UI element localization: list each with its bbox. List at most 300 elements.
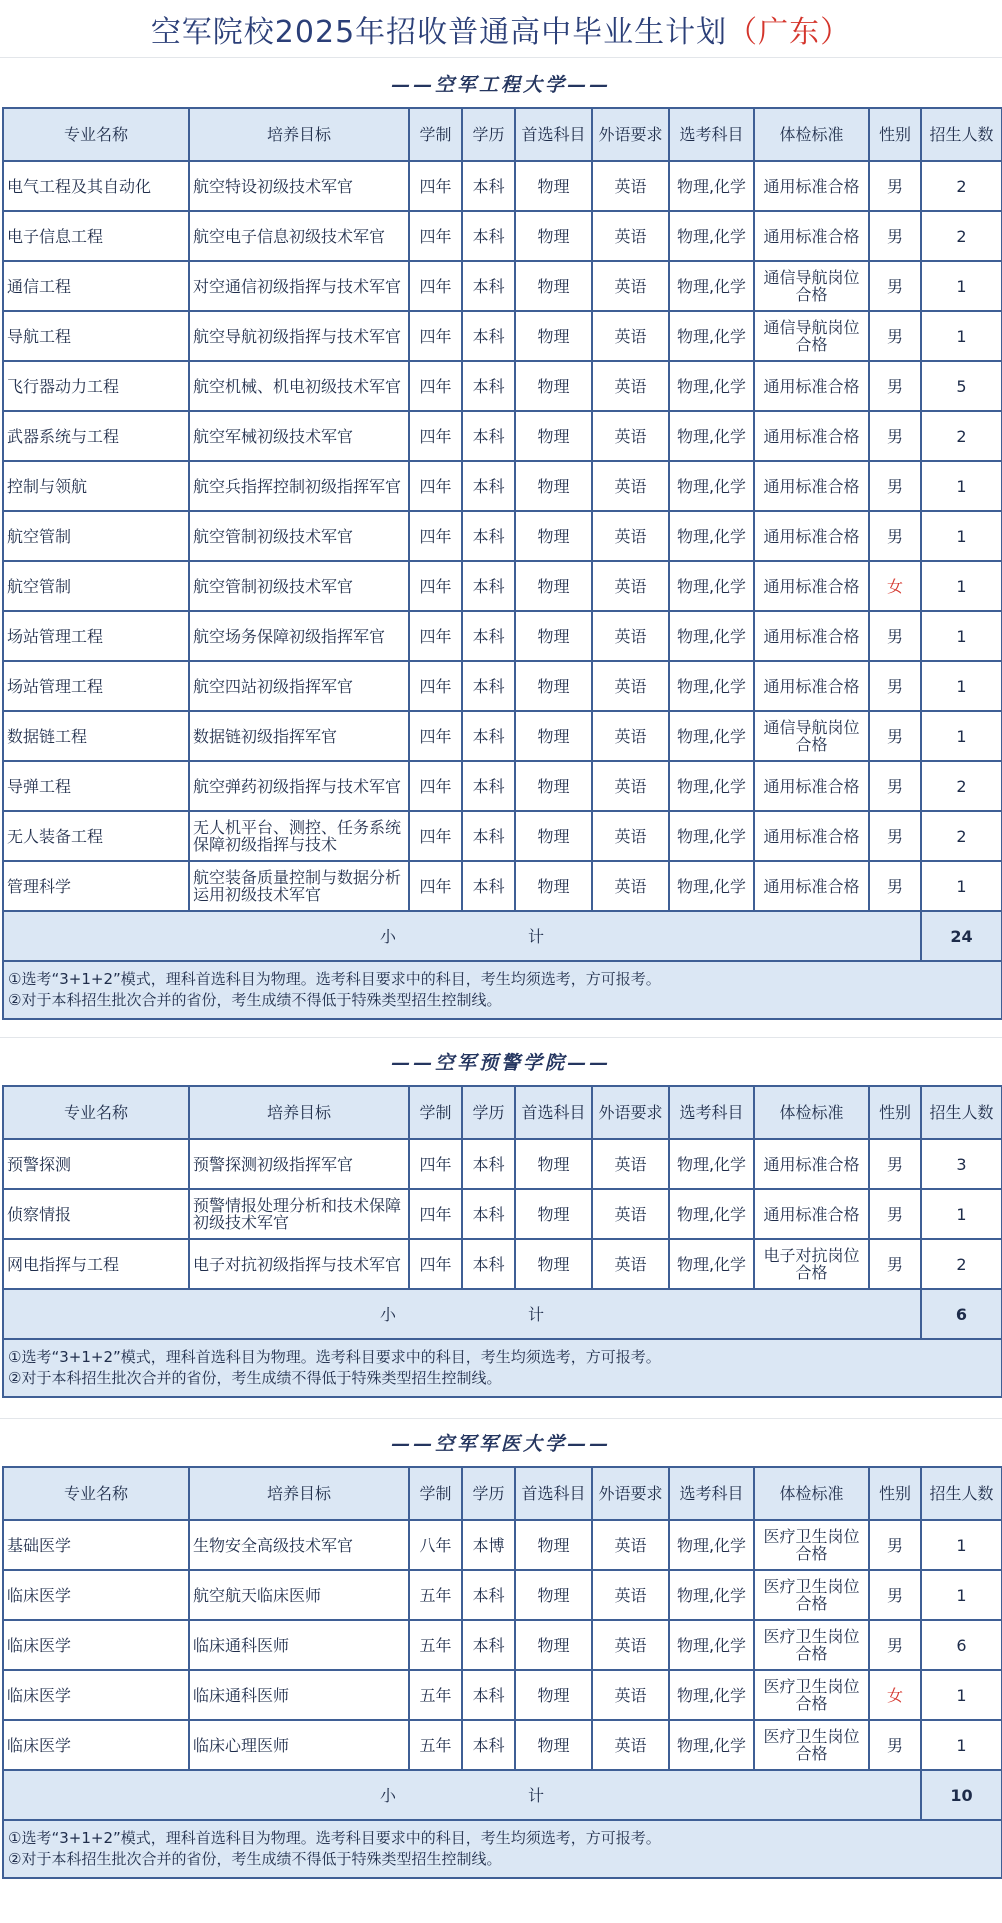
cell-preferred-subject: 物理	[515, 411, 592, 461]
note-line-2: ②对于本科招生批次合并的省份，考生成绩不得低于特殊类型招生控制线。	[8, 991, 502, 1009]
cell-major-name: 临床医学	[3, 1670, 189, 1720]
cell-training-goal: 航空电子信息初级技术军官	[189, 211, 409, 261]
cell-physical-standard: 通用标准合格	[754, 361, 869, 411]
table-header-row	[3, 1086, 1002, 1139]
cell-elective-subjects: 物理,化学	[669, 1620, 754, 1670]
cell-duration: 四年	[409, 711, 462, 761]
cell-elective-subjects: 物理,化学	[669, 211, 754, 261]
cell-degree: 本科	[462, 861, 515, 911]
cell-training-goal: 航空航天临床医师	[189, 1570, 409, 1620]
cell-major-name: 导弹工程	[3, 761, 189, 811]
cell-elective-subjects: 物理,化学	[669, 761, 754, 811]
cell-gender: 女	[869, 561, 921, 611]
cell-major-name: 通信工程	[3, 261, 189, 311]
cell-degree: 本科	[462, 1720, 515, 1770]
cell-training-goal: 航空特设初级技术军官	[189, 161, 409, 211]
plan-table-air-force-medical-university	[2, 1466, 1002, 1879]
column-header-elective-subjects: 选考科目	[669, 1086, 754, 1139]
cell-preferred-subject: 物理	[515, 1520, 592, 1570]
cell-major-name: 电子信息工程	[3, 211, 189, 261]
column-header-physical-standard: 体检标准	[754, 108, 869, 161]
cell-enrollment-count: 2	[921, 811, 1002, 861]
subtotal-value: 6	[921, 1289, 1002, 1339]
cell-gender: 男	[869, 1620, 921, 1670]
cell-elective-subjects: 物理,化学	[669, 1239, 754, 1289]
cell-gender: 男	[869, 1239, 921, 1289]
cell-foreign-language: 英语	[592, 311, 669, 361]
table-row	[3, 1570, 1002, 1620]
cell-duration: 四年	[409, 811, 462, 861]
cell-foreign-language: 英语	[592, 1620, 669, 1670]
cell-gender: 男	[869, 1520, 921, 1570]
cell-elective-subjects: 物理,化学	[669, 561, 754, 611]
column-header-preferred-subject: 首选科目	[515, 1467, 592, 1520]
cell-training-goal: 数据链初级指挥军官	[189, 711, 409, 761]
subtotal-label-char: 计	[527, 1304, 544, 1324]
cell-training-goal: 航空军械初级技术军官	[189, 411, 409, 461]
cell-degree: 本科	[462, 411, 515, 461]
cell-elective-subjects: 物理,化学	[669, 361, 754, 411]
cell-enrollment-count: 1	[921, 1670, 1002, 1720]
cell-foreign-language: 英语	[592, 1720, 669, 1770]
cell-enrollment-count: 1	[921, 311, 1002, 361]
column-header-training-goal: 培养目标	[189, 108, 409, 161]
note-line-2: ②对于本科招生批次合并的省份，考生成绩不得低于特殊类型招生控制线。	[8, 1369, 502, 1387]
cell-major-name: 场站管理工程	[3, 661, 189, 711]
cell-degree: 本科	[462, 761, 515, 811]
table-row	[3, 211, 1002, 261]
cell-gender: 男	[869, 161, 921, 211]
cell-enrollment-count: 2	[921, 161, 1002, 211]
subtotal-value: 10	[921, 1770, 1002, 1820]
cell-physical-standard: 通用标准合格	[754, 211, 869, 261]
cell-physical-standard: 医疗卫生岗位合格	[754, 1520, 869, 1570]
cell-physical-standard: 通用标准合格	[754, 761, 869, 811]
cell-major-name: 网电指挥与工程	[3, 1239, 189, 1289]
table-header-row	[3, 1467, 1002, 1520]
cell-preferred-subject: 物理	[515, 861, 592, 911]
column-header-gender: 性别	[869, 1086, 921, 1139]
cell-elective-subjects: 物理,化学	[669, 661, 754, 711]
cell-preferred-subject: 物理	[515, 761, 592, 811]
cell-degree: 本科	[462, 561, 515, 611]
subtotal-row	[3, 911, 1002, 961]
cell-enrollment-count: 6	[921, 1620, 1002, 1670]
cell-physical-standard: 通用标准合格	[754, 811, 869, 861]
column-header-degree: 学历	[462, 1467, 515, 1520]
cell-training-goal: 航空机械、机电初级技术军官	[189, 361, 409, 411]
cell-training-goal: 预警情报处理分析和技术保障初级技术军官	[189, 1189, 409, 1239]
cell-gender: 男	[869, 511, 921, 561]
cell-foreign-language: 英语	[592, 811, 669, 861]
cell-physical-standard: 医疗卫生岗位合格	[754, 1570, 869, 1620]
plan-table-air-force-engineering-university	[2, 107, 1002, 1020]
cell-physical-standard: 通用标准合格	[754, 561, 869, 611]
cell-degree: 本科	[462, 311, 515, 361]
cell-training-goal: 临床心理医师	[189, 1720, 409, 1770]
column-header-physical-standard: 体检标准	[754, 1086, 869, 1139]
cell-duration: 四年	[409, 761, 462, 811]
cell-enrollment-count: 1	[921, 1189, 1002, 1239]
table-row	[3, 511, 1002, 561]
cell-duration: 五年	[409, 1570, 462, 1620]
cell-duration: 四年	[409, 511, 462, 561]
cell-enrollment-count: 5	[921, 361, 1002, 411]
cell-elective-subjects: 物理,化学	[669, 511, 754, 561]
cell-gender: 男	[869, 361, 921, 411]
column-header-foreign-language: 外语要求	[592, 1086, 669, 1139]
cell-major-name: 临床医学	[3, 1720, 189, 1770]
cell-gender: 男	[869, 261, 921, 311]
cell-training-goal: 生物安全高级技术军官	[189, 1520, 409, 1570]
cell-physical-standard: 通用标准合格	[754, 461, 869, 511]
cell-preferred-subject: 物理	[515, 461, 592, 511]
subtotal-label-char: 小	[379, 1304, 396, 1324]
cell-preferred-subject: 物理	[515, 711, 592, 761]
cell-foreign-language: 英语	[592, 1520, 669, 1570]
cell-gender: 男	[869, 1189, 921, 1239]
cell-training-goal: 无人机平台、测控、任务系统保障初级指挥与技术	[189, 811, 409, 861]
table-row	[3, 1520, 1002, 1570]
cell-foreign-language: 英语	[592, 1570, 669, 1620]
cell-major-name: 数据链工程	[3, 711, 189, 761]
table-row	[3, 1239, 1002, 1289]
column-header-degree: 学历	[462, 108, 515, 161]
column-header-degree: 学历	[462, 1086, 515, 1139]
cell-elective-subjects: 物理,化学	[669, 411, 754, 461]
cell-major-name: 预警探测	[3, 1139, 189, 1189]
cell-enrollment-count: 1	[921, 261, 1002, 311]
cell-major-name: 武器系统与工程	[3, 411, 189, 461]
cell-duration: 四年	[409, 311, 462, 361]
cell-foreign-language: 英语	[592, 561, 669, 611]
cell-elective-subjects: 物理,化学	[669, 161, 754, 211]
cell-enrollment-count: 1	[921, 561, 1002, 611]
table-row	[3, 711, 1002, 761]
cell-foreign-language: 英语	[592, 1189, 669, 1239]
cell-duration: 四年	[409, 611, 462, 661]
table-row	[3, 1670, 1002, 1720]
subtotal-label	[3, 911, 921, 961]
cell-major-name: 飞行器动力工程	[3, 361, 189, 411]
cell-physical-standard: 通用标准合格	[754, 161, 869, 211]
table-row	[3, 661, 1002, 711]
cell-degree: 本科	[462, 811, 515, 861]
cell-gender: 男	[869, 311, 921, 361]
notes-cell	[3, 1820, 1002, 1878]
cell-training-goal: 航空装备质量控制与数据分析运用初级技术军官	[189, 861, 409, 911]
cell-training-goal: 预警探测初级指挥军官	[189, 1139, 409, 1189]
cell-degree: 本科	[462, 361, 515, 411]
cell-degree: 本科	[462, 1670, 515, 1720]
notes-cell	[3, 961, 1002, 1019]
cell-foreign-language: 英语	[592, 1670, 669, 1720]
cell-preferred-subject: 物理	[515, 1720, 592, 1770]
column-header-elective-subjects: 选考科目	[669, 108, 754, 161]
cell-training-goal: 航空四站初级指挥军官	[189, 661, 409, 711]
cell-training-goal: 对空通信初级指挥与技术军官	[189, 261, 409, 311]
cell-degree: 本科	[462, 461, 515, 511]
cell-major-name: 电气工程及其自动化	[3, 161, 189, 211]
column-header-training-goal: 培养目标	[189, 1467, 409, 1520]
column-header-major-name: 专业名称	[3, 1086, 189, 1139]
table-row	[3, 461, 1002, 511]
cell-enrollment-count: 1	[921, 861, 1002, 911]
cell-elective-subjects: 物理,化学	[669, 461, 754, 511]
cell-duration: 四年	[409, 1239, 462, 1289]
column-header-major-name: 专业名称	[3, 108, 189, 161]
cell-elective-subjects: 物理,化学	[669, 261, 754, 311]
table-row	[3, 561, 1002, 611]
table-row	[3, 1720, 1002, 1770]
cell-duration: 四年	[409, 861, 462, 911]
cell-elective-subjects: 物理,化学	[669, 1670, 754, 1720]
cell-training-goal: 临床通科医师	[189, 1620, 409, 1670]
cell-degree: 本科	[462, 1570, 515, 1620]
cell-degree: 本科	[462, 1189, 515, 1239]
cell-degree: 本科	[462, 661, 515, 711]
cell-preferred-subject: 物理	[515, 1189, 592, 1239]
cell-gender: 男	[869, 861, 921, 911]
note-line-2: ②对于本科招生批次合并的省份，考生成绩不得低于特殊类型招生控制线。	[8, 1850, 502, 1868]
cell-foreign-language: 英语	[592, 361, 669, 411]
cell-duration: 四年	[409, 361, 462, 411]
cell-foreign-language: 英语	[592, 511, 669, 561]
cell-enrollment-count: 1	[921, 1570, 1002, 1620]
cell-elective-subjects: 物理,化学	[669, 861, 754, 911]
plan-table-air-force-early-warning-academy	[2, 1085, 1002, 1398]
cell-duration: 五年	[409, 1620, 462, 1670]
cell-major-name: 基础医学	[3, 1520, 189, 1570]
cell-enrollment-count: 1	[921, 511, 1002, 561]
cell-major-name: 场站管理工程	[3, 611, 189, 661]
cell-preferred-subject: 物理	[515, 511, 592, 561]
cell-duration: 四年	[409, 661, 462, 711]
subtotal-row	[3, 1289, 1002, 1339]
cell-foreign-language: 英语	[592, 211, 669, 261]
note-line-1: ①选考“3+1+2”模式，理科首选科目为物理。选考科目要求中的科目，考生均须选考，方可报考。	[8, 1348, 661, 1366]
notes-row	[3, 1820, 1002, 1878]
cell-elective-subjects: 物理,化学	[669, 1720, 754, 1770]
cell-duration: 四年	[409, 1189, 462, 1239]
cell-foreign-language: 英语	[592, 1239, 669, 1289]
cell-physical-standard: 通用标准合格	[754, 861, 869, 911]
cell-foreign-language: 英语	[592, 411, 669, 461]
column-header-foreign-language: 外语要求	[592, 1467, 669, 1520]
cell-gender: 男	[869, 1720, 921, 1770]
cell-preferred-subject: 物理	[515, 661, 592, 711]
cell-elective-subjects: 物理,化学	[669, 1139, 754, 1189]
cell-preferred-subject: 物理	[515, 561, 592, 611]
section-title-air-force-medical-university: ——空军军医大学——	[390, 1432, 611, 1455]
subtotal-label	[3, 1770, 921, 1820]
cell-foreign-language: 英语	[592, 461, 669, 511]
note-line-1: ①选考“3+1+2”模式，理科首选科目为物理。选考科目要求中的科目，考生均须选考，方可报考。	[8, 970, 661, 988]
cell-preferred-subject: 物理	[515, 1239, 592, 1289]
cell-physical-standard: 通用标准合格	[754, 511, 869, 561]
table-row	[3, 161, 1002, 211]
subtotal-label	[3, 1289, 921, 1339]
column-header-preferred-subject: 首选科目	[515, 108, 592, 161]
cell-degree: 本博	[462, 1520, 515, 1570]
cell-elective-subjects: 物理,化学	[669, 1189, 754, 1239]
page-title-region: （广东）	[727, 14, 852, 50]
cell-preferred-subject: 物理	[515, 161, 592, 211]
cell-duration: 四年	[409, 561, 462, 611]
page-title	[0, 0, 1002, 58]
cell-physical-standard: 通用标准合格	[754, 1139, 869, 1189]
cell-physical-standard: 通用标准合格	[754, 1189, 869, 1239]
cell-preferred-subject: 物理	[515, 1620, 592, 1670]
cell-foreign-language: 英语	[592, 261, 669, 311]
cell-major-name: 无人装备工程	[3, 811, 189, 861]
cell-major-name: 临床医学	[3, 1620, 189, 1670]
cell-duration: 八年	[409, 1520, 462, 1570]
cell-gender: 男	[869, 811, 921, 861]
column-header-enrollment-count: 招生人数	[921, 1467, 1002, 1520]
cell-enrollment-count: 1	[921, 1520, 1002, 1570]
cell-gender: 男	[869, 711, 921, 761]
column-header-training-goal: 培养目标	[189, 1086, 409, 1139]
note-line-1: ①选考“3+1+2”模式，理科首选科目为物理。选考科目要求中的科目，考生均须选考，方可报考。	[8, 1829, 661, 1847]
cell-enrollment-count: 2	[921, 411, 1002, 461]
table-row	[3, 1139, 1002, 1189]
cell-enrollment-count: 2	[921, 211, 1002, 261]
cell-foreign-language: 英语	[592, 611, 669, 661]
cell-major-name: 控制与领航	[3, 461, 189, 511]
cell-elective-subjects: 物理,化学	[669, 1570, 754, 1620]
cell-duration: 四年	[409, 261, 462, 311]
column-header-gender: 性别	[869, 1467, 921, 1520]
cell-physical-standard: 通用标准合格	[754, 661, 869, 711]
column-header-duration: 学制	[409, 1467, 462, 1520]
cell-training-goal: 电子对抗初级指挥与技术军官	[189, 1239, 409, 1289]
cell-gender: 男	[869, 1139, 921, 1189]
cell-gender: 男	[869, 461, 921, 511]
cell-gender: 男	[869, 761, 921, 811]
cell-major-name: 导航工程	[3, 311, 189, 361]
cell-training-goal: 航空弹药初级指挥与技术军官	[189, 761, 409, 811]
cell-physical-standard: 通用标准合格	[754, 411, 869, 461]
cell-foreign-language: 英语	[592, 161, 669, 211]
cell-preferred-subject: 物理	[515, 211, 592, 261]
column-header-enrollment-count: 招生人数	[921, 1086, 1002, 1139]
column-header-duration: 学制	[409, 108, 462, 161]
column-header-gender: 性别	[869, 108, 921, 161]
cell-physical-standard: 医疗卫生岗位合格	[754, 1720, 869, 1770]
column-header-major-name: 专业名称	[3, 1467, 189, 1520]
cell-degree: 本科	[462, 511, 515, 561]
cell-preferred-subject: 物理	[515, 1570, 592, 1620]
column-header-physical-standard: 体检标准	[754, 1467, 869, 1520]
cell-preferred-subject: 物理	[515, 261, 592, 311]
cell-degree: 本科	[462, 1239, 515, 1289]
table-row	[3, 261, 1002, 311]
cell-duration: 四年	[409, 1139, 462, 1189]
cell-gender: 男	[869, 211, 921, 261]
cell-gender: 男	[869, 411, 921, 461]
cell-gender: 男	[869, 661, 921, 711]
cell-physical-standard: 医疗卫生岗位合格	[754, 1670, 869, 1720]
cell-degree: 本科	[462, 211, 515, 261]
cell-foreign-language: 英语	[592, 661, 669, 711]
notes-row	[3, 961, 1002, 1019]
cell-major-name: 临床医学	[3, 1570, 189, 1620]
cell-duration: 四年	[409, 411, 462, 461]
subtotal-label-char: 小	[379, 1785, 396, 1805]
cell-duration: 五年	[409, 1720, 462, 1770]
cell-enrollment-count: 1	[921, 661, 1002, 711]
subtotal-value: 24	[921, 911, 1002, 961]
column-header-preferred-subject: 首选科目	[515, 1086, 592, 1139]
cell-enrollment-count: 1	[921, 1720, 1002, 1770]
cell-duration: 四年	[409, 211, 462, 261]
cell-training-goal: 临床通科医师	[189, 1670, 409, 1720]
table-row	[3, 361, 1002, 411]
cell-degree: 本科	[462, 1139, 515, 1189]
table-row	[3, 311, 1002, 361]
cell-foreign-language: 英语	[592, 761, 669, 811]
cell-gender: 女	[869, 1670, 921, 1720]
cell-enrollment-count: 2	[921, 761, 1002, 811]
cell-physical-standard: 通信导航岗位合格	[754, 311, 869, 361]
column-header-elective-subjects: 选考科目	[669, 1467, 754, 1520]
cell-training-goal: 航空管制初级技术军官	[189, 511, 409, 561]
cell-degree: 本科	[462, 161, 515, 211]
notes-row	[3, 1339, 1002, 1397]
cell-degree: 本科	[462, 611, 515, 661]
subtotal-label-char: 计	[527, 1785, 544, 1805]
cell-elective-subjects: 物理,化学	[669, 611, 754, 661]
cell-foreign-language: 英语	[592, 711, 669, 761]
notes-cell	[3, 1339, 1002, 1397]
table-row	[3, 761, 1002, 811]
section-title-air-force-engineering-university: ——空军工程大学——	[390, 73, 611, 96]
cell-enrollment-count: 1	[921, 461, 1002, 511]
table-row	[3, 1189, 1002, 1239]
cell-training-goal: 航空管制初级技术军官	[189, 561, 409, 611]
table-row	[3, 861, 1002, 911]
cell-training-goal: 航空导航初级指挥与技术军官	[189, 311, 409, 361]
cell-training-goal: 航空场务保障初级指挥军官	[189, 611, 409, 661]
cell-physical-standard: 电子对抗岗位合格	[754, 1239, 869, 1289]
table-row	[3, 411, 1002, 461]
cell-duration: 五年	[409, 1670, 462, 1720]
cell-elective-subjects: 物理,化学	[669, 711, 754, 761]
cell-physical-standard: 通信导航岗位合格	[754, 261, 869, 311]
cell-major-name: 侦察情报	[3, 1189, 189, 1239]
column-header-duration: 学制	[409, 1086, 462, 1139]
subtotal-row	[3, 1770, 1002, 1820]
column-header-foreign-language: 外语要求	[592, 108, 669, 161]
table-row	[3, 611, 1002, 661]
cell-duration: 四年	[409, 461, 462, 511]
table-row	[3, 811, 1002, 861]
cell-preferred-subject: 物理	[515, 1670, 592, 1720]
cell-preferred-subject: 物理	[515, 611, 592, 661]
cell-elective-subjects: 物理,化学	[669, 311, 754, 361]
cell-foreign-language: 英语	[592, 861, 669, 911]
cell-duration: 四年	[409, 161, 462, 211]
cell-foreign-language: 英语	[592, 1139, 669, 1189]
cell-enrollment-count: 1	[921, 711, 1002, 761]
table-row	[3, 1620, 1002, 1670]
cell-training-goal: 航空兵指挥控制初级指挥军官	[189, 461, 409, 511]
cell-degree: 本科	[462, 1620, 515, 1670]
cell-enrollment-count: 3	[921, 1139, 1002, 1189]
cell-enrollment-count: 1	[921, 611, 1002, 661]
cell-elective-subjects: 物理,化学	[669, 811, 754, 861]
